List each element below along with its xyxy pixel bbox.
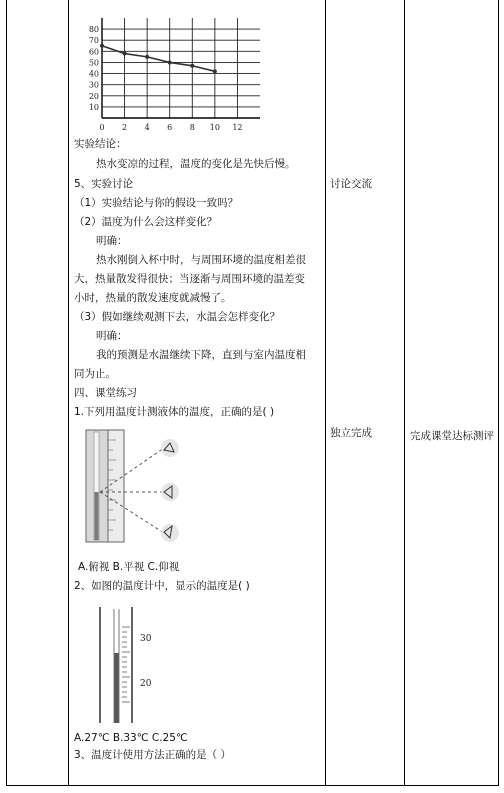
clarify-label-1: 明确： <box>96 235 128 247</box>
thermometer-label-30: 30 <box>140 634 152 644</box>
x-tick-label: 6 <box>167 123 173 130</box>
answer-3-line-2: 同为止。 <box>74 368 116 380</box>
exercise-2-options: A.27℃ B.33℃ C.25℃ <box>74 732 188 744</box>
x-tick-label: 0 <box>99 123 105 130</box>
x-tick-label: 10 <box>209 123 220 130</box>
clarify-label-2: 明确： <box>96 330 128 342</box>
eye-icon <box>161 483 179 501</box>
eye-icon <box>161 439 179 457</box>
x-tick-label: 2 <box>122 123 128 130</box>
question-1: （1）实验结论与你的假设一致吗？ <box>74 197 239 209</box>
conclusion-body: 热水变凉的过程，温度的变化是先快后慢。 <box>96 158 296 170</box>
answer-3-line-1: 我的预测是水温继续下降，直到与室内温度相 <box>96 349 306 361</box>
goal-text: 完成课堂达标测评 <box>410 430 494 442</box>
data-point <box>213 69 217 73</box>
conclusion-title: 实验结论： <box>74 138 127 150</box>
column-divider-1 <box>68 0 69 785</box>
answer-2-line-3: 小时，热量的散发速度就减慢了。 <box>74 292 232 304</box>
exercise-1-options: A.俯视 B.平视 C.仰视 <box>78 561 180 573</box>
y-tick-label: 80 <box>88 25 99 35</box>
section-4-title: 四、课堂练习 <box>74 387 137 399</box>
data-point <box>190 64 194 68</box>
thermometer-figure <box>92 601 162 725</box>
x-tick-label: 8 <box>189 123 195 130</box>
exercise-3: 3、温度计使用方法正确的是（ ） <box>74 749 232 761</box>
viewing-angle-figure <box>84 428 184 554</box>
exercise-1: 1.下列用温度计测液体的温度，正确的是( ) <box>74 406 275 418</box>
temperature-chart <box>82 14 264 130</box>
eye-icon <box>161 524 179 542</box>
y-tick-label: 10 <box>88 102 99 112</box>
y-tick-label: 60 <box>88 47 99 57</box>
thermometer-label-20: 20 <box>140 679 152 689</box>
x-tick-label: 12 <box>232 123 243 130</box>
y-tick-label: 40 <box>88 69 99 79</box>
data-point <box>168 60 172 64</box>
activity-discuss: 讨论交流 <box>330 178 372 190</box>
exercise-2: 2、如图的温度计中，显示的温度是( ) <box>74 580 250 592</box>
y-tick-label: 70 <box>88 36 99 46</box>
x-tick-label: 4 <box>144 123 150 130</box>
answer-2-line-1: 热水刚倒入杯中时，与周围环境的温度相差很 <box>96 254 306 266</box>
column-divider-3 <box>404 0 405 785</box>
y-tick-label: 30 <box>88 80 99 90</box>
data-point <box>123 52 127 56</box>
question-2: （2）温度为什么会这样变化？ <box>74 216 218 228</box>
question-3: （3）假如继续观测下去，水温会怎样变化？ <box>74 311 281 323</box>
discussion-title: 5、实验讨论 <box>74 178 134 190</box>
y-tick-label: 20 <box>88 91 99 101</box>
y-tick-label: 50 <box>88 58 99 68</box>
data-point <box>145 55 149 59</box>
data-point <box>100 44 104 48</box>
activity-independent: 独立完成 <box>330 427 372 439</box>
answer-2-line-2: 大，热量散发得很快；当逐渐与周围环境的温差变 <box>74 273 305 285</box>
series-line <box>102 46 215 72</box>
column-divider-2 <box>325 0 326 785</box>
